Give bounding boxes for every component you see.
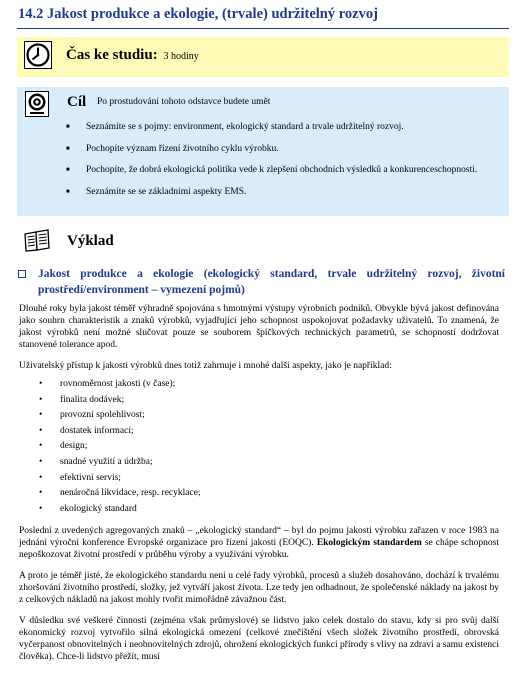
- goal-box: [17, 87, 509, 216]
- subsection-title: Jakost produkce a ekologie (ekologický standard, trvale udržitelný rozvoj, životní prostředí/environment – vymezení pojmů): [38, 268, 505, 296]
- goal-list: [63, 121, 503, 207]
- ecological-standard-term: Ekologickým standardem: [316, 538, 422, 549]
- paragraph: V důsledku své veškeré činnosti (zejména však průmyslové) se lidstvo jako celek dostalo do stavu, kdy si pro svůj další ekonomický rozvoj vytvořilo silná ekologická omezení (celkové znečištění všech složek životního prostředí, obrovská vyčerpanost obnovitelných i neobnovitelných zdrojů, ohrožení ekologických funkcí přírody s vlivy na zdraví a samu existenci člověka). Chce-li lidstvo přežít, musí: [19, 616, 499, 663]
- study-time-label: Čas ke studiu: 3 hodiny: [66, 47, 199, 63]
- subsection-heading: [18, 266, 505, 298]
- list-item: • nenáročná likvidace, resp. recyklace;: [19, 486, 499, 502]
- list-item: • efektivní servis;: [19, 471, 499, 487]
- list-item: • snadné využití a údržba;: [19, 455, 499, 471]
- study-time-box: [17, 37, 509, 77]
- goal-intro: Po prostudování tohoto odstavce budete umět: [97, 97, 271, 107]
- goal-item: ■ Pochopíte, že dobrá ekologická politika vede k zlepšení obchodních výsledků a konkurenceschopnosti.: [63, 164, 503, 177]
- paragraph: Poslední z uvedených agregovaných znaků – „ekologický standard“ – byl do pojmu jakosti výrobku zařazen v roce 1983 na jednání výroční konference Evropské organizace pro řízení jakosti (EOQC). Ekologickým standardem se chápe schopnost nepoškozovat životní prostředí v průběhu výroby a využívání výrobku.: [19, 526, 500, 561]
- square-bullet-icon: [18, 270, 26, 278]
- goal-item: ■ Seznámíte se se základními aspekty EMS.: [63, 186, 503, 199]
- list-item: • design;: [19, 439, 499, 455]
- goal-item: ■ Seznámíte se s pojmy: environment, ekologický standard a trvale udržitelný rozvoj.: [63, 121, 503, 134]
- aspects-list: [19, 377, 499, 517]
- book-icon: [23, 229, 51, 253]
- target-icon: [25, 91, 49, 117]
- list-item: • dostatek informací;: [19, 424, 499, 440]
- section-number: 14.2: [18, 6, 44, 22]
- list-item: • ekologický standard: [19, 502, 499, 518]
- body-text: [19, 303, 499, 672]
- list-item: • rovnoměrnost jakosti (v čase);: [19, 377, 499, 393]
- paragraph: Dlouhé roky byla jakost téměř výhradně spojována s hmotnými výstupy výrobních podniků. Obvykle bývá jakost definována jako souhrn charakteristik a znaků výrobků, vyjadřující jeho schopnost uspokojovat požadavky uživatelů. To znamená, že jakost výrobků není možné slučovat pouze se souborem špičkových technických parametrů, se schopností dodržovat stanovené tolerance apod.: [19, 304, 499, 350]
- list-item: • finalita dodávek;: [19, 393, 499, 409]
- section-title-text: Jakost produkce a ekologie, (trvale) udržitelný rozvoj: [47, 6, 378, 22]
- paragraph: Uživatelský přístup k jakosti výrobků dnes totiž zahrnuje i mnohé další aspekty, jako je například:: [19, 361, 392, 371]
- paragraph: A proto je téměř jisté, že ekologického standardu není u celé řady výrobků, procesů a služeb dosahováno, dochází k trvalému zhoršování životního prostředí, složky, jež vytváří jakost života. Lze tedy jen odhadnout, že společenské náklady na jakost by z celkových nákladů na jakost mohly tvořit mimořádně závažnou část.: [19, 571, 499, 606]
- study-time-value: 3 hodiny: [163, 51, 199, 62]
- section-title: [18, 6, 378, 23]
- clock-icon: [24, 41, 52, 69]
- goal-title: Cíl: [67, 94, 87, 110]
- list-item: • provozní spolehlivost;: [19, 408, 499, 424]
- explanation-title: Výklad: [67, 233, 114, 249]
- goal-item: ■ Pochopíte význam řízení životního cyklu výrobku.: [63, 143, 503, 156]
